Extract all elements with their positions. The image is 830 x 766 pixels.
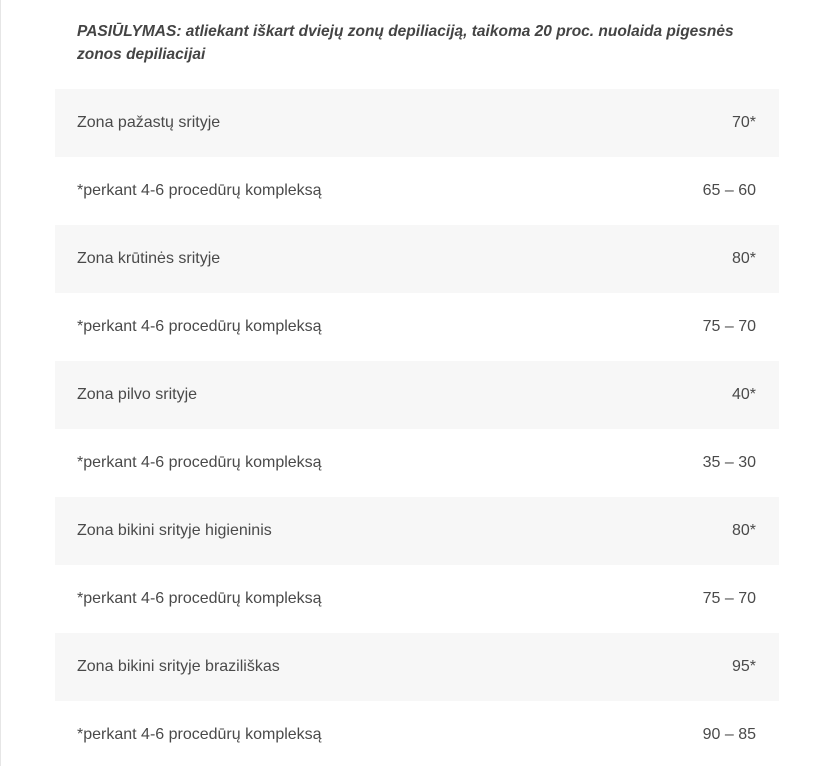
service-price: 90 – 85 (702, 726, 756, 743)
service-label: *perkant 4-6 procedūrų kompleksą (77, 454, 322, 471)
table-row (55, 701, 779, 766)
table-row (55, 497, 779, 565)
service-price: 95* (731, 658, 756, 675)
price-table (55, 89, 779, 766)
table-row (55, 633, 779, 701)
service-price: 80* (731, 250, 756, 267)
service-price: 65 – 60 (702, 182, 756, 199)
service-price: 75 – 70 (702, 590, 756, 607)
service-price: 35 – 30 (702, 454, 756, 471)
service-price: 40* (731, 386, 756, 403)
service-price: 75 – 70 (702, 318, 756, 335)
service-label: Zona bikini srityje braziliškas (77, 658, 280, 675)
table-row (55, 157, 779, 225)
table-row (55, 225, 779, 293)
service-price: 80* (731, 522, 756, 539)
service-label: *perkant 4-6 procedūrų kompleksą (77, 590, 322, 607)
service-label: *perkant 4-6 procedūrų kompleksą (77, 182, 322, 199)
table-row (55, 429, 779, 497)
table-row (55, 565, 779, 633)
service-label: Zona krūtinės srityje (77, 250, 221, 267)
promo-text: PASIŪLYMAS: atliekant iškart dviejų zonų depiliaciją, taikoma 20 proc. nuolaida pigesnės zonos depiliacijai (77, 23, 734, 63)
table-row (55, 89, 779, 157)
service-price: 70* (731, 114, 756, 131)
service-label: Zona pažastų srityje (77, 114, 221, 131)
table-row (55, 361, 779, 429)
service-label: Zona bikini srityje higieninis (77, 522, 272, 539)
service-label: Zona pilvo srityje (77, 386, 198, 403)
service-label: *perkant 4-6 procedūrų kompleksą (77, 318, 322, 335)
table-row (55, 293, 779, 361)
service-label: *perkant 4-6 procedūrų kompleksą (77, 726, 322, 743)
